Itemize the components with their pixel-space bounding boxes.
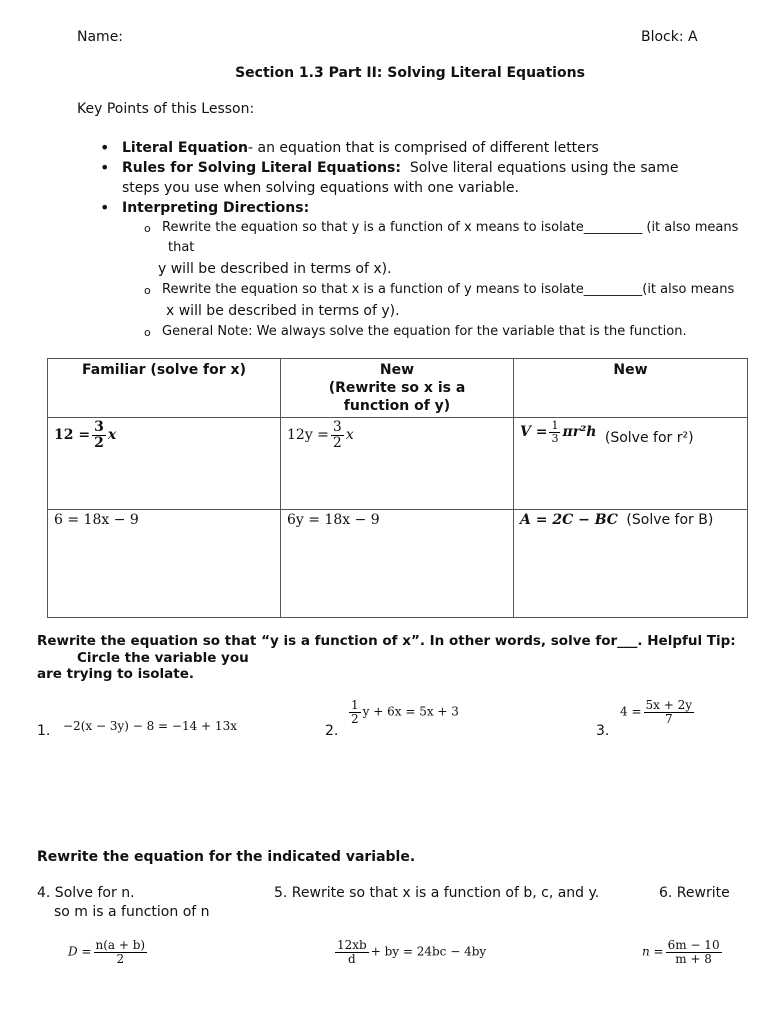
table-header-row bbox=[48, 359, 748, 418]
problem-4-sub: so m is a function of n bbox=[54, 904, 210, 920]
section3-instruction: Rewrite the equation for the indicated variable. bbox=[37, 849, 416, 865]
section2-instruction-3: are trying to isolate. bbox=[37, 666, 194, 682]
sub-item bbox=[122, 218, 768, 280]
equations-table bbox=[47, 358, 748, 618]
sub-item bbox=[122, 322, 768, 342]
problem-1-number: 1. bbox=[37, 723, 51, 739]
sub1-line2: that bbox=[168, 240, 195, 255]
problem-2-number: 2. bbox=[325, 723, 339, 739]
interp-term: Interpreting Directions: bbox=[122, 200, 310, 216]
rules-def-1: Solve literal equations using the same bbox=[409, 160, 679, 176]
table-row bbox=[48, 418, 748, 510]
list-item bbox=[96, 158, 768, 198]
header-new-2: New bbox=[514, 359, 748, 418]
problem-4-label: 4. Solve for n. bbox=[37, 885, 135, 901]
cell-familiar-2: 6 = 18x − 9 bbox=[48, 510, 281, 618]
name-label: Name: bbox=[77, 29, 124, 45]
header-familiar: Familiar (solve for x) bbox=[48, 359, 281, 418]
section2-instruction: Rewrite the equation so that “y is a function of x”. In other words, solve for___. Helpful Tip: bbox=[37, 633, 736, 649]
cell-new-1: 12y = $\frac{3}{2}$ x bbox=[281, 418, 514, 510]
problem-1-equation: −2(x − 3y) − 8 = −14 + 13x bbox=[63, 719, 237, 733]
sub-item bbox=[122, 280, 768, 322]
sub2-line2: x will be described in terms of y). bbox=[166, 303, 400, 319]
problem-6-equation: n = $\frac{6m - 10}{m + 8}$ bbox=[642, 938, 720, 966]
problem-5-equation: $\frac{12xb}{d}$ + by = 24bc − 4by bbox=[337, 938, 487, 966]
list-item bbox=[96, 198, 768, 342]
rules-term: Rules for Solving Literal Equations: bbox=[122, 160, 401, 176]
page-title: Section 1.3 Part II: Solving Literal Equations bbox=[235, 65, 585, 81]
cell-new2-2: A = 2C − BC (Solve for B) bbox=[514, 510, 748, 618]
problem-6-label: 6. Rewrite bbox=[659, 885, 730, 901]
sub-list bbox=[122, 218, 768, 342]
literal-def: - an equation that is comprised of different letters bbox=[248, 140, 599, 156]
rules-def-2: steps you use when solving equations with one variable. bbox=[122, 180, 519, 196]
problem-4-equation: D = $\frac{n(a + b)}{2}$ bbox=[68, 938, 146, 966]
problem-3-equation: 4 = $\frac{5x + 2y}{7}$ bbox=[620, 698, 693, 726]
sub1-line3: y will be described in terms of x). bbox=[158, 261, 392, 277]
table-row bbox=[48, 510, 748, 618]
sub2-line1: Rewrite the equation so that x is a function of y means to isolate_________(it also means bbox=[162, 282, 735, 297]
key-points-label: Key Points of this Lesson: bbox=[77, 101, 255, 117]
sub1-line1: Rewrite the equation so that y is a function of x means to isolate_________ (it also means bbox=[162, 220, 739, 235]
literal-term: Literal Equation bbox=[122, 140, 249, 156]
key-points-list bbox=[96, 138, 768, 342]
sub3: General Note: We always solve the equation for the variable that is the function. bbox=[162, 324, 687, 339]
header-new-1: New (Rewrite so x is a function of y) bbox=[281, 359, 514, 418]
cell-new-2: 6y = 18x − 9 bbox=[281, 510, 514, 618]
cell-familiar-1: 12 = $\frac{3}{2}$ x bbox=[48, 418, 281, 510]
list-item bbox=[96, 138, 768, 158]
section2-instruction-2: Circle the variable you bbox=[77, 650, 249, 666]
problem-2-equation: $\frac{1}{2}$ y + 6x = 5x + 3 bbox=[351, 698, 459, 726]
cell-new2-1: V = $\frac{1}{3}$ πr²h (Solve for r²) bbox=[514, 418, 748, 510]
problem-3-number: 3. bbox=[596, 723, 610, 739]
problem-5-label: 5. Rewrite so that x is a function of b, c, and y. bbox=[274, 885, 600, 901]
block-label: Block: A bbox=[641, 29, 698, 45]
